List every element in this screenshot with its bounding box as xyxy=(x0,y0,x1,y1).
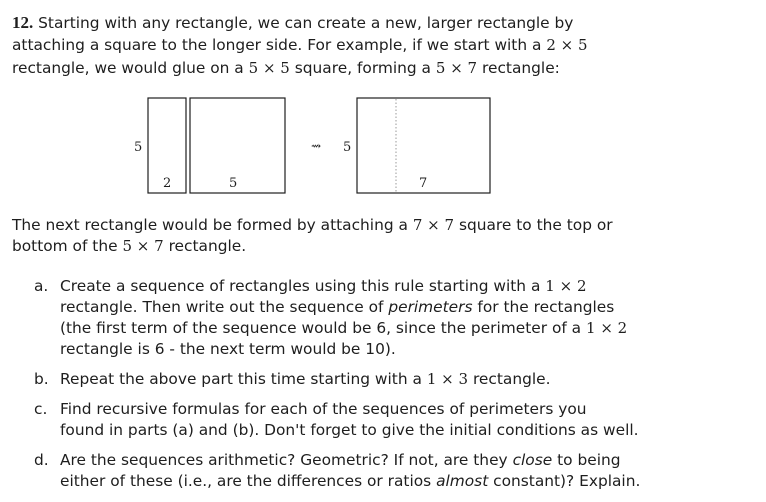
part-d-text-1a: Are the sequences arithmetic? Geometric? If not, are they xyxy=(60,451,508,469)
left-height-label: 5 xyxy=(134,140,143,155)
part-a-text-3: (the first term of the sequence would be 6, since the perimeter of a xyxy=(60,319,582,337)
part-d-line-2 xyxy=(60,471,640,492)
part-a-letter: a. xyxy=(34,277,49,295)
intro-text-3c: rectangle: xyxy=(482,59,560,77)
problem-number: 12. xyxy=(12,13,34,32)
part-d-letter: d. xyxy=(34,451,49,469)
next-text-2a: bottom of the xyxy=(12,237,118,255)
part-b-text-1a: Repeat the above part this time starting with a xyxy=(60,370,422,388)
part-b-text-1b: rectangle. xyxy=(472,370,551,388)
next-text-1a: The next rectangle would be formed by attaching a xyxy=(12,216,408,234)
part-c-letter: c. xyxy=(34,400,48,418)
part-a-text-2b: for the rectangles xyxy=(477,298,615,316)
part-b-math-1x3: 1 × 3 xyxy=(426,370,469,388)
part-a-math-1x2-b: 1 × 2 xyxy=(586,319,628,337)
part-a-text-2: rectangle. Then write out the sequence of xyxy=(60,298,384,316)
part-a-line-1 xyxy=(60,276,587,297)
intro-text-3a: rectangle, we would glue on a xyxy=(12,59,244,77)
next-text-1b: square to the top or xyxy=(458,216,613,234)
squiggle-arrow-icon: ⇝ xyxy=(311,139,322,153)
next-math-7x7: 7 × 7 xyxy=(412,216,455,234)
part-b-letter: b. xyxy=(34,370,49,388)
part-a-text-1: Create a sequence of rectangles using this rule starting with a xyxy=(60,277,541,295)
part-d-text-2a: either of these (i.e., are the differences or ratios xyxy=(60,472,432,490)
part-a-math-1x2: 1 × 2 xyxy=(545,277,587,295)
part-a-em-perimeters: perimeters xyxy=(388,298,473,316)
right-width-label: 7 xyxy=(419,176,428,191)
intro-text-3b: square, forming a xyxy=(294,59,431,77)
intro-math-2x5: 2 × 5 xyxy=(546,36,588,54)
next-text-2b: rectangle. xyxy=(168,237,247,255)
part-c-line-2 xyxy=(60,420,639,441)
intro-text-2: attaching a square to the longer side. For example, if we start with a xyxy=(12,36,542,54)
intro-text-1: Starting with any rectangle, we can create a new, larger rectangle by xyxy=(38,14,574,32)
part-a-line-3 xyxy=(60,318,627,339)
part-d-em-almost: almost xyxy=(436,472,489,490)
part-d-text-1b: to being xyxy=(557,451,621,469)
part-c-text-1: Find recursive formulas for each of the sequences of perimeters you xyxy=(60,400,587,418)
intro-math-5x5: 5 × 5 xyxy=(248,59,290,77)
part-d-text-2b: constant)? Explain. xyxy=(493,472,641,490)
square-5x5 xyxy=(190,98,285,193)
intro-math-5x7: 5 × 7 xyxy=(435,59,478,77)
part-d-em-close: close xyxy=(512,451,553,469)
part-c-text-2: found in parts (a) and (b). Don't forget to give the initial conditions as well. xyxy=(60,421,639,439)
part-c-line-1 xyxy=(60,399,587,420)
next-math-5x7: 5 × 7 xyxy=(122,237,164,255)
part-b-line-1 xyxy=(60,369,550,390)
part-a-line-2 xyxy=(60,297,614,318)
left-small-width-label: 2 xyxy=(163,176,172,191)
left-square-width-label: 5 xyxy=(229,176,238,191)
part-a-text-4: rectangle is 6 - the next term would be 10). xyxy=(60,340,396,358)
part-a-line-4 xyxy=(60,339,396,360)
part-d-line-1 xyxy=(60,450,621,471)
next-line-1 xyxy=(12,215,613,236)
next-line-2 xyxy=(12,236,246,257)
right-height-label: 5 xyxy=(343,140,352,155)
